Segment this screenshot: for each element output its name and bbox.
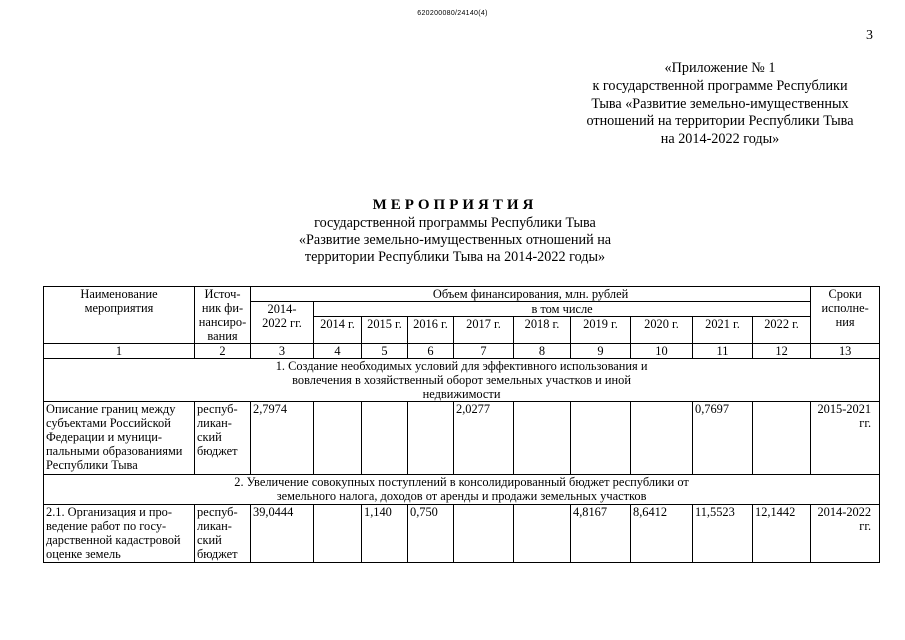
- header-source: Источ-ник фи-нансиро-вания: [195, 287, 251, 344]
- header-year: 2014 г.: [314, 317, 362, 344]
- row-value: 0,750: [408, 505, 454, 563]
- row-total: 39,0444: [251, 505, 314, 563]
- row-value: 8,6412: [631, 505, 693, 563]
- section-heading: 2. Увеличение совокупных поступлений в консолидированный бюджет республики от земельного налога, доходов от аренды и продажи земельных участков: [44, 475, 880, 505]
- row-deadline: 2015-2021 гг.: [811, 402, 880, 475]
- row-value: [362, 402, 408, 475]
- row-deadline: 2014-2022 гг.: [811, 505, 880, 563]
- row-value: [454, 505, 514, 563]
- header-year: 2021 г.: [693, 317, 753, 344]
- column-number: 7: [454, 344, 514, 359]
- row-value: 12,1442: [753, 505, 811, 563]
- page-number: 3: [866, 28, 873, 43]
- row-value: [408, 402, 454, 475]
- appendix-line: к государственной программе Республики: [592, 77, 848, 94]
- header-year: 2019 г.: [571, 317, 631, 344]
- row-value: [314, 402, 362, 475]
- appendix-line: на 2014-2022 годы»: [660, 131, 780, 148]
- row-source: респуб-ликан-ский бюджет: [195, 505, 251, 563]
- header-name: Наименование мероприятия: [44, 287, 195, 344]
- column-number: 8: [514, 344, 571, 359]
- column-number: 5: [362, 344, 408, 359]
- column-number: 4: [314, 344, 362, 359]
- row-value: [514, 402, 571, 475]
- row-value: [753, 402, 811, 475]
- column-number: 10: [631, 344, 693, 359]
- header-incl: в том числе: [314, 302, 811, 317]
- header-year: 2020 г.: [631, 317, 693, 344]
- column-number: 11: [693, 344, 753, 359]
- section-heading: 1. Создание необходимых условий для эффективного использования и вовлечения в хозяйственный оборот земельных участков и иной недвижимости: [44, 359, 880, 402]
- row-name: 2.1. Организация и про-ведение работ по госу-дарственной кадастровой оценке земель: [44, 505, 195, 563]
- header-year: 2016 г.: [408, 317, 454, 344]
- document-title: [190, 197, 720, 266]
- header-year: 2015 г.: [362, 317, 408, 344]
- appendix-line: «Приложение № 1: [664, 60, 776, 76]
- row-source: респуб-ликан-ский бюджет: [195, 402, 251, 475]
- document-code: 620200080/24140(4): [417, 10, 488, 17]
- header-total: 2014-2022 гг.: [251, 302, 314, 344]
- row-value: [571, 402, 631, 475]
- row-value: [314, 505, 362, 563]
- appendix-line: Тыва «Развитие земельно-имущественных: [591, 95, 849, 112]
- title-line: государственной программы Республики Тыва: [314, 215, 596, 231]
- row-value: 11,5523: [693, 505, 753, 563]
- row-value: 4,8167: [571, 505, 631, 563]
- appendix-note: [560, 60, 880, 149]
- column-number: 6: [408, 344, 454, 359]
- header-funding: Объем финансирования, млн. рублей: [251, 287, 811, 302]
- row-total: 2,7974: [251, 402, 314, 475]
- appendix-line: отношений на территории Республики Тыва: [586, 113, 854, 130]
- title-main: МЕРОПРИЯТИЯ: [372, 197, 538, 213]
- column-number: 3: [251, 344, 314, 359]
- column-number: 1: [44, 344, 195, 359]
- column-number: 9: [571, 344, 631, 359]
- events-table: [43, 286, 880, 563]
- header-year: 2022 г.: [753, 317, 811, 344]
- row-value: 0,7697: [693, 402, 753, 475]
- row-value: 2,0277: [454, 402, 514, 475]
- title-line: «Развитие земельно-имущественных отношений на: [298, 232, 612, 248]
- column-number: 13: [811, 344, 880, 359]
- column-number: 2: [195, 344, 251, 359]
- title-line: территории Республики Тыва на 2014-2022 годы»: [304, 249, 606, 265]
- row-name: Описание границ между субъектами Российской Федерации и муници-пальными образованиями Республики Тыва: [44, 402, 195, 475]
- column-number: 12: [753, 344, 811, 359]
- row-value: [631, 402, 693, 475]
- header-deadline: Сроки исполне-ния: [811, 287, 880, 344]
- header-year: 2017 г.: [454, 317, 514, 344]
- row-value: 1,140: [362, 505, 408, 563]
- row-value: [514, 505, 571, 563]
- header-year: 2018 г.: [514, 317, 571, 344]
